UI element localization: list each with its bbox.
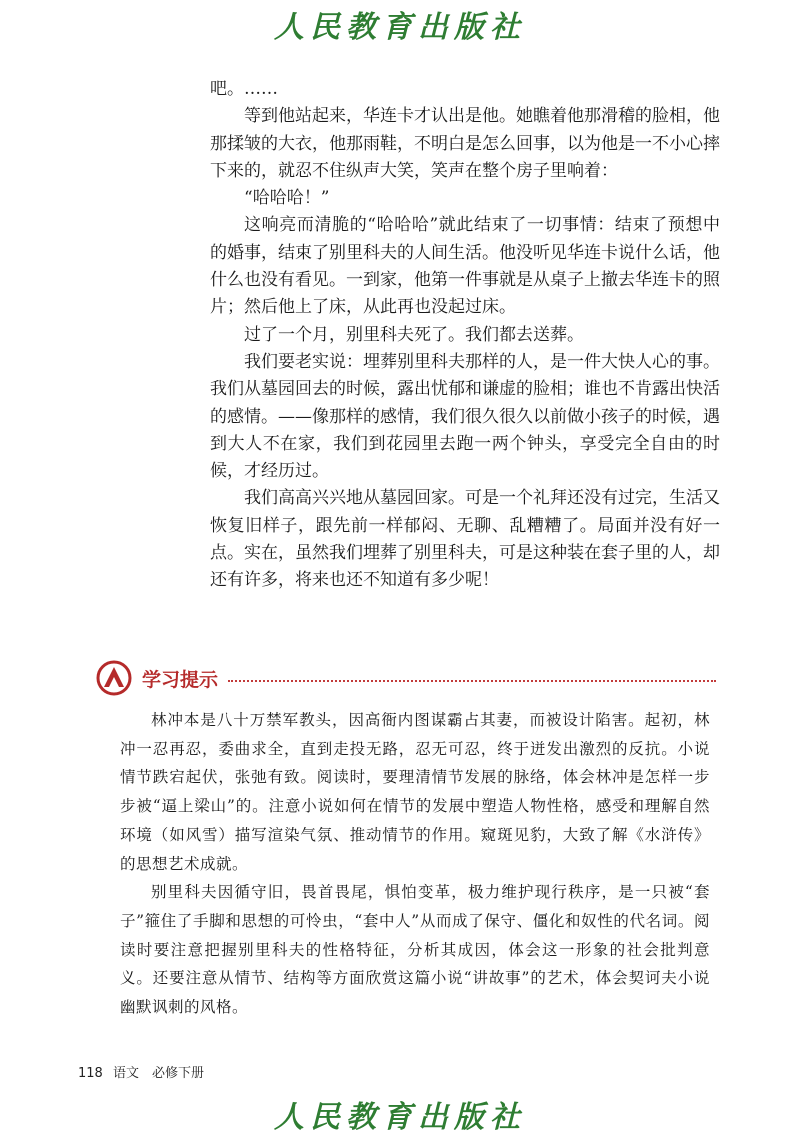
story-paragraph: 过了一个月，别里科夫死了。我们都去送葬。 — [244, 324, 584, 345]
study-tips-title: 学习提示 — [142, 668, 219, 691]
story-paragraph: “哈哈哈！” — [244, 188, 330, 209]
book-title: 语文 必修下册 — [112, 1066, 204, 1081]
story-paragraph: 我们要老实说：埋葬别里科夫那样的人，是一件大快人心的事。我们从墓园回去的时候，露出忧郁和谦虚的脸相；谁也不肯露出快活的感情。——像那样的感情，我们很久很久以前做小孩子的时候，遇到大人不在家，我们到花园里去跑一两个钟头，享受完全自由的时候，才经历过。 — [210, 351, 720, 482]
story-paragraph: 这响亮而清脆的“哈哈哈”就此结束了一切事情：结束了预想中的婚事，结束了别里科夫的人间生活。他没听见华连卡说什么话，他什么也没有看见。一到家，他第一件事就是从桌子上撤去华连卡的照片；然后他上了床，从此再也没起过床。 — [210, 215, 720, 318]
story-paragraph: 等到他站起来，华连卡才认出是他。她瞧着他那滑稽的脸相，他那揉皱的大衣，他那雨鞋，不明白是怎么回事，以为他是一不小心摔下来的，就忍不住纵声大笑，笑声在整个房子里响着： — [210, 106, 720, 181]
tips-paragraph: 林冲本是八十万禁军教头，因高衙内图谋霸占其妻，而被设计陷害。起初，林冲一忍再忍，委曲求全，直到走投无路，忍无可忍，终于迸发出激烈的反抗。小说情节跌宕起伏，张弛有致。阅读时，要理清情节发展的脉络，体会林冲是怎样一步步被“逼上梁山”的。注意小说如何在情节的发展中塑造人物性格，感受和理解自然环境（如风雪）描写渲染气氛、推动情节的作用。窥斑见豹，大致了解《水浒传》的思想艺术成就。 — [120, 711, 710, 873]
publisher-logo-top: 人民教育出版社 — [274, 10, 526, 45]
page-footer — [78, 1062, 204, 1081]
page-number: 118 — [78, 1066, 103, 1081]
study-tips-text — [120, 706, 710, 1022]
publisher-logo-bottom: 人民教育出版社 — [274, 1100, 526, 1135]
tips-paragraph: 别里科夫因循守旧，畏首畏尾，惧怕变革，极力维护现行秩序，是一只被“套子”箍住了手脚和思想的可怜虫，“套中人”从而成了保守、僵化和奴性的代名词。阅读时要注意把握别里科夫的性格特征，分析其成因，体会这一形象的社会批判意义。还要注意从情节、结构等方面欣赏这篇小说“讲故事”的艺术，体会契诃夫小说幽默讽刺的风格。 — [120, 883, 710, 1017]
study-tips-header — [96, 658, 716, 698]
study-tips-icon — [96, 660, 132, 696]
dotted-divider — [228, 680, 716, 682]
story-paragraph: 我们高高兴兴地从墓园回家。可是一个礼拜还没有过完，生活又恢复旧样子，跟先前一样郁闷、无聊、乱糟糟了。局面并没有好一点。实在，虽然我们埋葬了别里科夫，可是这种装在套子里的人，却还有许多，将来也还不知道有多少呢！ — [210, 488, 720, 591]
story-paragraph: 吧。…… — [210, 79, 278, 99]
story-text — [210, 76, 720, 595]
